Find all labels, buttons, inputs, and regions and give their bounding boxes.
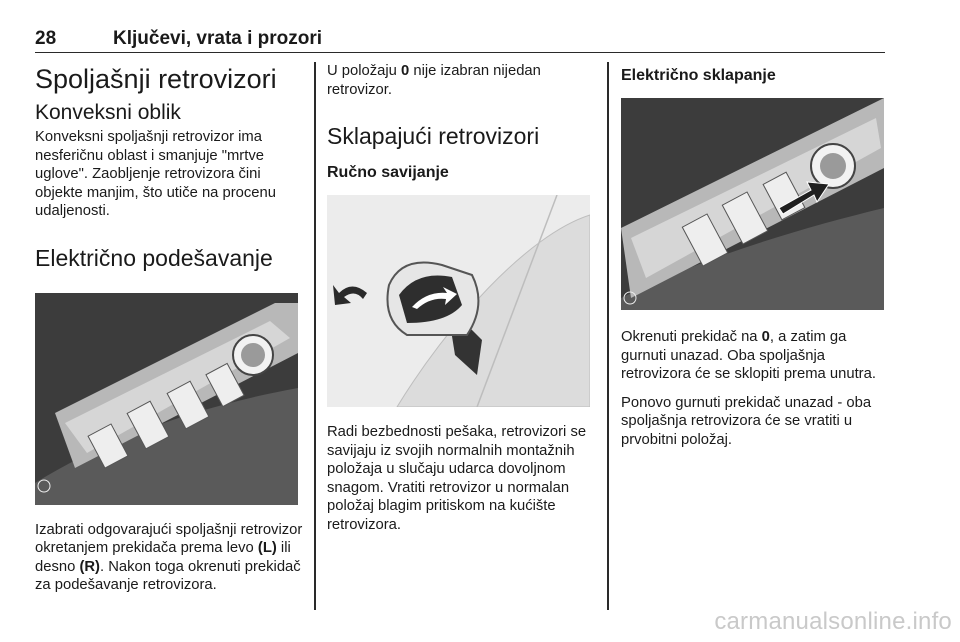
column-divider bbox=[314, 62, 316, 610]
mirror-fold-drawing bbox=[327, 195, 590, 407]
watermark: carmanualsonline.info bbox=[714, 608, 952, 635]
manual-fold-heading: Ručno savijanje bbox=[327, 164, 449, 181]
electric-fold-heading: Električno sklapanje bbox=[621, 67, 776, 84]
manual-fold-illustration bbox=[327, 195, 590, 407]
adjust-paragraph: Izabrati odgovarajući spoljašnji retrovizor okretanjem prekidača prema levo (L) ili desno (R). Nakon toga okrenuti prekidač za podešavanje retrovizora. bbox=[35, 521, 303, 593]
switch-push-drawing bbox=[621, 98, 884, 310]
electric-fold-step1: Okrenuti prekidač na 0, a zatim ga gurnuti unazad. Oba spoljašnja retrovizora će se sklopiti prema unutra. bbox=[621, 329, 876, 382]
manual-fold-paragraph: Radi bezbednosti pešaka, retrovizori se savijaju iz svojih normalnih montažnih položaja u slučaju udarca dovoljnom snagom. Vratiti retrovizor u normalan položaj blagim pritiskom na kućište retrovizora. bbox=[327, 424, 587, 533]
chapter-title: Ključevi, vrata i prozori bbox=[113, 28, 323, 49]
column-divider bbox=[607, 62, 609, 610]
convex-paragraph: Konveksni spoljašnji retrovizor ima nesferičnu oblast i smanjuje "mrtve uglove". Zaobljenje retrovizora čini objekte manjim, što utiče na procenu udaljenosti. bbox=[35, 129, 276, 219]
electric-fold-step2: Ponovo gurnuti prekidač unazad - oba spoljašnja retrovizora će se vratiti u prvobitni položaj. bbox=[621, 394, 872, 448]
section-title: Spoljašnji retrovizori bbox=[35, 64, 277, 94]
column-1 bbox=[35, 62, 303, 605]
convex-heading: Konveksni oblik bbox=[35, 101, 181, 124]
switch-zero-value: 0 bbox=[761, 329, 770, 345]
mirror-switch-illustration bbox=[35, 293, 298, 505]
position-zero-value: 0 bbox=[401, 63, 410, 79]
folding-heading: Sklapajući retrovizori bbox=[327, 123, 540, 149]
position-zero-paragraph: U položaju 0 nije izabran nijedan retrovizor. bbox=[327, 63, 541, 98]
page-header bbox=[35, 28, 885, 53]
page-number: 28 bbox=[35, 28, 57, 49]
column-3 bbox=[621, 62, 889, 459]
column-2 bbox=[327, 62, 595, 544]
left-label: (L) bbox=[257, 540, 277, 556]
right-label: (R) bbox=[79, 558, 100, 575]
electric-fold-illustration bbox=[621, 98, 884, 310]
door-switch-panel-drawing bbox=[35, 293, 298, 505]
electric-adjust-heading: Električno podešavanje bbox=[35, 244, 273, 271]
